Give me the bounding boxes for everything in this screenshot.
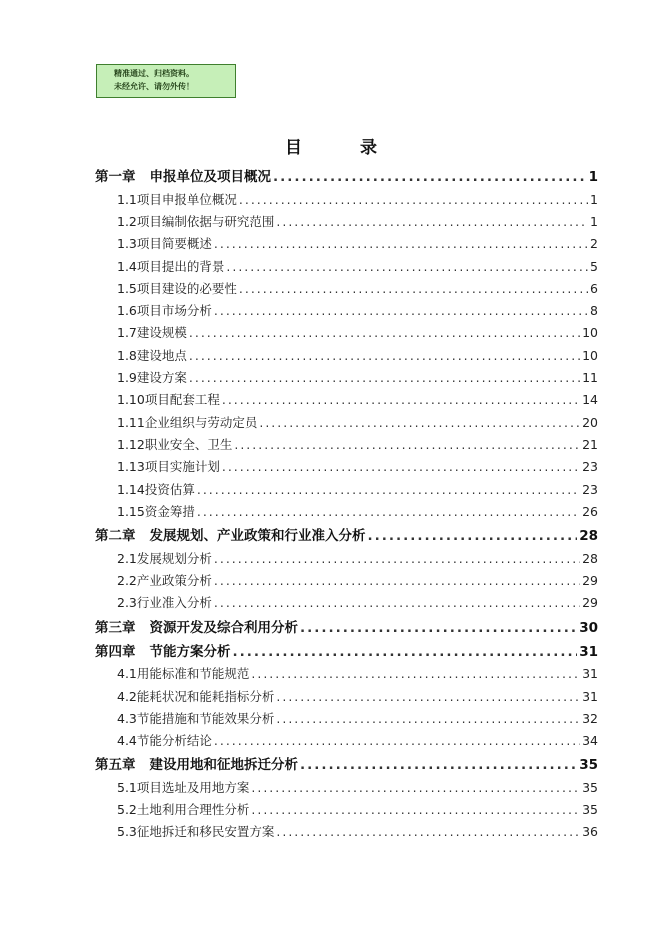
toc-section-entry[interactable] — [95, 476, 598, 498]
toc-entry-title: 4.3节能措施和节能效果分析 — [117, 710, 275, 726]
toc-entry-label — [117, 665, 249, 683]
dot-leader — [214, 572, 580, 590]
dot-leader — [276, 213, 588, 231]
page-number: 32 — [582, 710, 598, 726]
toc-entry-title: 5.1项目选址及用地方案 — [117, 779, 250, 795]
dot-leader — [222, 458, 580, 476]
page-number: 29 — [582, 572, 598, 588]
chapter-number: 第二章 — [95, 528, 136, 545]
page-number: 31 — [582, 688, 598, 704]
toc-entry-label — [117, 779, 249, 797]
toc-entry-label — [117, 688, 274, 706]
toc-section-entry[interactable] — [95, 186, 598, 208]
toc-entry-label — [117, 414, 257, 432]
page-number: 1 — [588, 169, 598, 186]
dot-leader — [276, 710, 580, 728]
page-number: 1 — [590, 213, 598, 229]
page-number: 14 — [582, 392, 598, 408]
dot-leader — [300, 619, 577, 637]
toc-entry-title: 发展规划、产业政策和行业准入分析 — [149, 528, 366, 545]
toc-entry-title: 1.4项目提出的背景 — [117, 258, 225, 274]
page-number: 28 — [579, 528, 598, 545]
page-number: 26 — [582, 503, 598, 519]
toc-section-entry[interactable] — [95, 545, 598, 567]
dot-leader — [251, 801, 580, 819]
toc-section-entry[interactable] — [95, 432, 598, 454]
toc-entry-label — [117, 436, 232, 454]
toc-section-entry[interactable] — [95, 298, 598, 320]
toc-entry-label — [117, 391, 220, 409]
toc-entry-label — [95, 756, 298, 774]
toc-section-entry[interactable] — [95, 253, 598, 275]
page-number: 10 — [582, 347, 598, 363]
page-number: 31 — [579, 643, 598, 660]
toc-chapter-entry[interactable] — [95, 612, 598, 636]
toc-entry-title: 1.12职业安全、卫生 — [117, 436, 233, 452]
toc-entry-title: 1.8建设地点 — [117, 347, 187, 363]
toc-entry-title: 资源开发及综合利用分析 — [149, 619, 298, 636]
toc-entry-label — [117, 503, 195, 521]
toc-entry-title: 1.9建设方案 — [117, 370, 187, 386]
toc-section-entry[interactable] — [95, 409, 598, 431]
toc-chapter-entry[interactable] — [95, 637, 598, 661]
toc-entry-title: 5.3征地拆迁和移民安置方案 — [117, 824, 275, 840]
toc-entry-title: 2.3行业准入分析 — [117, 595, 212, 611]
toc-section-entry[interactable] — [95, 797, 598, 819]
page-number: 20 — [582, 414, 598, 430]
page-number: 10 — [582, 325, 598, 341]
stamp-line-1: 精准通过、归档资料。 — [114, 69, 194, 78]
toc-section-entry[interactable] — [95, 590, 598, 612]
dot-leader — [259, 414, 580, 432]
toc-chapter-entry[interactable] — [95, 750, 598, 774]
toc-entry-title: 1.6项目市场分析 — [117, 303, 212, 319]
page-number: 5 — [590, 258, 598, 274]
page-number: 35 — [582, 802, 598, 818]
toc-section-entry[interactable] — [95, 209, 598, 231]
page-number: 36 — [582, 824, 598, 840]
toc-entry-title: 1.3项目简要概述 — [117, 236, 212, 252]
dot-leader — [197, 481, 580, 499]
dot-leader — [214, 550, 580, 568]
dot-leader — [233, 643, 578, 661]
toc-section-entry[interactable] — [95, 728, 598, 750]
toc-entry-title: 申报单位及项目概况 — [149, 169, 271, 186]
table-of-contents — [95, 162, 598, 841]
page-number: 31 — [582, 666, 598, 682]
dot-leader — [276, 688, 580, 706]
toc-section-entry[interactable] — [95, 387, 598, 409]
toc-section-entry[interactable] — [95, 568, 598, 590]
dot-leader — [189, 369, 580, 387]
toc-entry-label — [117, 572, 212, 590]
toc-entry-label — [117, 280, 237, 298]
dot-leader — [214, 302, 588, 320]
toc-section-entry[interactable] — [95, 365, 598, 387]
toc-section-entry[interactable] — [95, 683, 598, 705]
toc-section-entry[interactable] — [95, 320, 598, 342]
toc-section-entry[interactable] — [95, 774, 598, 796]
dot-leader — [197, 503, 580, 521]
toc-entry-title: 1.10项目配套工程 — [117, 392, 220, 408]
dot-leader — [251, 779, 580, 797]
dot-leader — [368, 527, 578, 545]
toc-entry-label — [95, 527, 366, 545]
toc-entry-title: 1.13项目实施计划 — [117, 459, 220, 475]
toc-entry-title: 2.1发展规划分析 — [117, 550, 212, 566]
page-number: 2 — [590, 236, 598, 252]
confidential-stamp — [96, 64, 236, 98]
toc-entry-label — [117, 594, 212, 612]
dot-leader — [222, 391, 580, 409]
dot-leader — [226, 258, 588, 276]
toc-entry-title: 4.2能耗状况和能耗指标分析 — [117, 688, 275, 704]
dot-leader — [273, 168, 587, 186]
dot-leader — [189, 347, 580, 365]
dot-leader — [234, 436, 580, 454]
chapter-number: 第三章 — [95, 619, 136, 636]
page-number: 35 — [582, 779, 598, 795]
toc-entry-label — [117, 801, 249, 819]
dot-leader — [214, 732, 580, 750]
toc-entry-title: 1.1项目申报单位概况 — [117, 191, 237, 207]
toc-entry-label — [95, 168, 271, 186]
dot-leader — [189, 324, 580, 342]
chapter-number: 第一章 — [95, 169, 136, 186]
dot-leader — [214, 594, 580, 612]
page-number: 23 — [582, 459, 598, 475]
toc-section-entry[interactable] — [95, 231, 598, 253]
page-number: 28 — [582, 550, 598, 566]
toc-section-entry[interactable] — [95, 706, 598, 728]
toc-entry-title: 1.5项目建设的必要性 — [117, 280, 237, 296]
toc-entry-title: 4.4节能分析结论 — [117, 733, 212, 749]
toc-entry-title: 1.2项目编制依据与研究范围 — [117, 213, 275, 229]
toc-entry-label — [117, 324, 187, 342]
toc-entry-label — [117, 235, 212, 253]
dot-leader — [239, 191, 588, 209]
toc-chapter-entry[interactable] — [95, 521, 598, 545]
dot-leader — [251, 665, 580, 683]
dot-leader — [239, 280, 588, 298]
toc-entry-title: 1.11企业组织与劳动定员 — [117, 414, 258, 430]
page-number: 35 — [579, 757, 598, 774]
toc-entry-label — [117, 732, 212, 750]
toc-section-entry[interactable] — [95, 819, 598, 841]
toc-entry-label — [117, 458, 220, 476]
stamp-line-2: 未经允许、请勿外传！ — [114, 82, 194, 91]
page-number: 1 — [590, 191, 598, 207]
toc-entry-label — [117, 258, 224, 276]
toc-entry-title: 4.1用能标准和节能规范 — [117, 666, 250, 682]
toc-entry-title: 5.2土地利用合理性分析 — [117, 802, 250, 818]
dot-leader — [300, 756, 577, 774]
page-number: 29 — [582, 595, 598, 611]
page-number: 21 — [582, 436, 598, 452]
toc-section-entry[interactable] — [95, 499, 598, 521]
dot-leader — [214, 235, 588, 253]
toc-chapter-entry[interactable] — [95, 162, 598, 186]
toc-entry-label — [117, 481, 195, 499]
page-number: 30 — [579, 619, 598, 636]
dot-leader — [276, 823, 580, 841]
toc-entry-label — [117, 191, 237, 209]
toc-entry-label — [117, 823, 274, 841]
page-number: 8 — [590, 303, 598, 319]
chapter-number: 第四章 — [95, 643, 136, 660]
page-number: 11 — [582, 370, 598, 386]
toc-section-entry[interactable] — [95, 342, 598, 364]
page-number: 34 — [582, 733, 598, 749]
chapter-number: 第五章 — [95, 757, 136, 774]
page-number: 6 — [590, 280, 598, 296]
page-number: 23 — [582, 481, 598, 497]
toc-entry-title: 1.15资金筹措 — [117, 503, 195, 519]
toc-section-entry[interactable] — [95, 661, 598, 683]
toc-entry-label — [117, 550, 212, 568]
toc-entry-title: 1.7建设规模 — [117, 325, 187, 341]
toc-entry-label — [95, 643, 231, 661]
toc-entry-title: 2.2产业政策分析 — [117, 572, 212, 588]
toc-entry-label — [117, 369, 187, 387]
toc-entry-label — [117, 302, 212, 320]
toc-entry-label — [95, 619, 298, 637]
toc-entry-label — [117, 710, 274, 728]
toc-entry-title: 节能方案分析 — [149, 643, 231, 660]
toc-entry-label — [117, 213, 274, 231]
toc-entry-title: 建设用地和征地拆迁分析 — [149, 757, 298, 774]
toc-title: 目 录 — [285, 138, 403, 158]
toc-section-entry[interactable] — [95, 454, 598, 476]
toc-entry-title: 1.14投资估算 — [117, 481, 195, 497]
toc-section-entry[interactable] — [95, 276, 598, 298]
toc-entry-label — [117, 347, 187, 365]
